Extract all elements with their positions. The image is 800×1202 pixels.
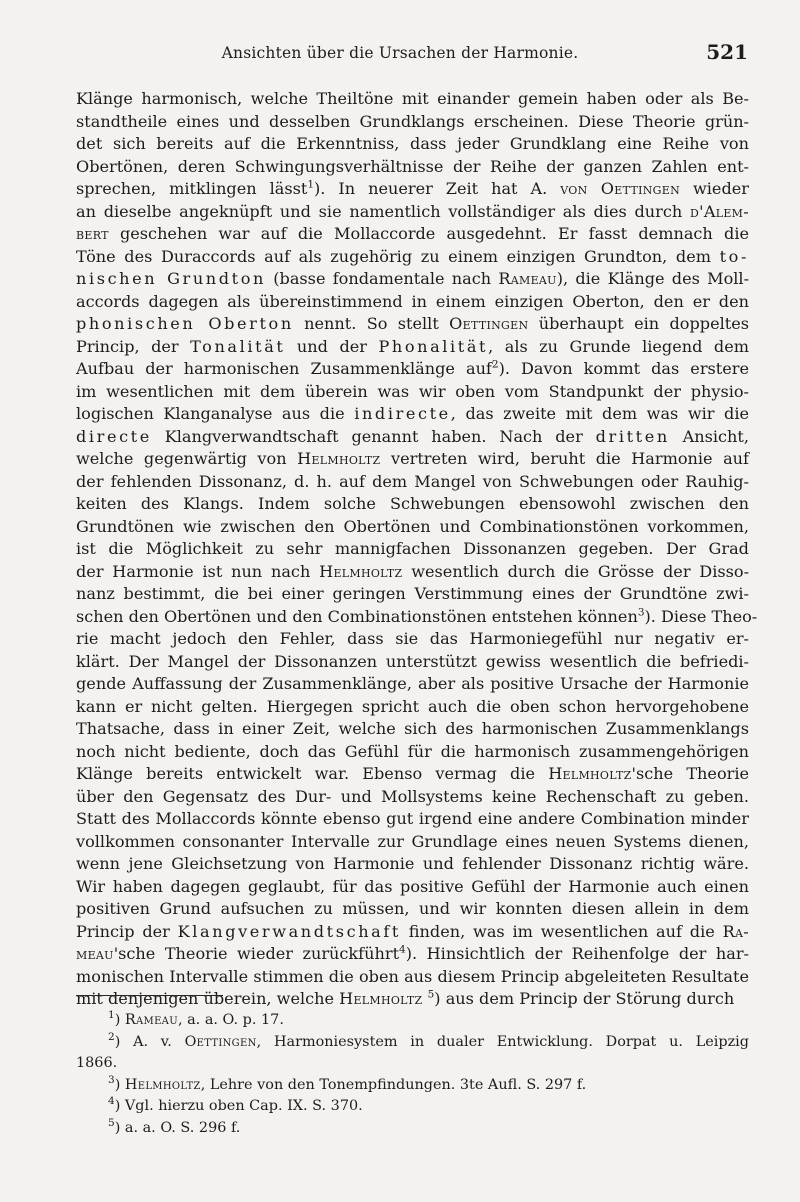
text-line (76, 223, 749, 246)
text-run: 'sche Theorie (631, 764, 749, 783)
text-run: indirecte (354, 404, 451, 423)
text-run: Helmholtz (339, 989, 423, 1008)
text-run: nennt. So stellt (293, 314, 450, 333)
text-line (76, 538, 749, 561)
text-run: dritten (595, 426, 670, 446)
page-number: 521 (706, 40, 748, 64)
text-line (76, 831, 749, 854)
footnote-ref: 4 (399, 943, 406, 956)
text-run: Helmholtz (297, 449, 381, 468)
text-run: welche gegenwärtig von (76, 449, 298, 468)
text-run: standtheile eines und desselben Grundklangs erscheinen. Diese Theorie grün- (76, 111, 749, 131)
footnote-ref: 3 (637, 606, 645, 619)
text-line (76, 943, 749, 966)
footnote-ref: 5 (427, 988, 435, 1001)
footnotes (76, 1010, 749, 1139)
footnote-ref: 1 (108, 1009, 115, 1022)
text-line (76, 313, 749, 336)
text-run: Princip, der (76, 336, 191, 356)
text-run: ) Vgl. hierzu oben Cap. IX. S. 370. (114, 1098, 363, 1114)
text-run: Oettingen (449, 314, 529, 333)
text-line (76, 448, 749, 471)
footnote (76, 1010, 749, 1032)
text-line (76, 156, 749, 179)
text-line (76, 763, 749, 786)
footnote (76, 1032, 749, 1054)
text-run: Klänge harmonisch, welche Theiltöne mit einander gemein haben oder als Be- (76, 89, 749, 108)
text-run: Helmholtz (124, 1076, 201, 1093)
text-run: Oettingen (184, 1033, 257, 1050)
text-run: Phonalität (378, 336, 489, 356)
text-line (76, 358, 749, 381)
text-run: ). In neuerer Zeit hat A. (314, 179, 561, 198)
text-run: , als zu Grunde liegend dem (488, 336, 749, 356)
text-run: Helmholtz (548, 764, 632, 783)
text-run: Töne des Duraccords auf als zugehörig zu einem einzigen Grundton, dem (76, 246, 720, 266)
text-run: Ra- (722, 921, 749, 941)
text-line (76, 786, 749, 809)
footnote-ref: 5 (108, 1116, 115, 1129)
running-title: Ansichten über die Ursachen der Harmonie. (221, 44, 579, 62)
text-run: klärt. Der Mangel der Dissonanzen unterstützt gewiss wesentlich die befriedi- (76, 651, 749, 671)
footnote-ref: 1 (307, 178, 315, 191)
text-run: gende Auffassung der Zusammenklänge, aber als positive Ursache der Harmonie (76, 674, 749, 693)
text-run: , das zweite mit dem was wir die (450, 404, 749, 423)
text-run: Grundtönen wie zwischen den Obertönen und Combinationstönen vorkommen, (76, 516, 749, 536)
text-run: Aufbau der harmonischen Zusammenklänge auf (76, 359, 492, 378)
text-run: noch nicht bediente, doch das Gefühl für die harmonisch zusammengehörigen (76, 741, 749, 761)
text-line (76, 673, 749, 696)
text-run: der fehlenden Dissonanz, d. h. auf dem Mangel von Schwebungen oder Rauhig- (76, 471, 749, 491)
text-run: im wesentlichen mit dem überein was wir oben vom Standpunkt der physio- (76, 381, 749, 401)
text-line (76, 741, 749, 764)
text-run: Rameau (124, 1012, 178, 1028)
text-run: Tonalität (190, 336, 286, 356)
text-line (76, 583, 749, 606)
text-run: geschehen war auf die Mollaccorde ausgedehnt. Er fasst demnach die (108, 224, 749, 243)
text-line (76, 111, 749, 134)
text-run: Statt des Mollaccords könnte ebenso gut irgend eine andere Combination minder (76, 809, 749, 828)
text-line (76, 403, 749, 426)
text-line (76, 921, 749, 944)
text-line (76, 966, 749, 989)
text-line (76, 133, 749, 156)
text-run: Klänge bereits entwickelt war. Ebenso vermag die (76, 764, 549, 783)
text-run: Klangverwandtschaft (177, 921, 401, 941)
text-run: überhaupt ein doppeltes (528, 314, 749, 333)
text-run: Thatsache, dass in einer Zeit, welche sich des harmonischen Zusammenklangs (76, 719, 749, 738)
text-run: wieder (680, 179, 749, 198)
footnote (76, 1053, 749, 1075)
text-line (76, 561, 749, 584)
text-run: Klangverwandtschaft genannt haben. Nach der (151, 426, 596, 446)
text-run: finden, was im wesentlichen auf die (400, 921, 723, 941)
text-line (76, 876, 749, 899)
text-run: det sich bereits auf die Erkenntniss, dass jeder Grundklang eine Reihe von (76, 134, 749, 153)
footnote (76, 1096, 749, 1118)
footnote-ref: 3 (108, 1073, 115, 1086)
text-run: über den Gegensatz des Dur- und Mollsystems keine Rechenschaft zu geben. (76, 786, 749, 806)
text-run: positiven Grund aufsuchen zu müssen, und wir konnten diesen allein in dem (76, 899, 749, 918)
text-run: ) aus dem Princip der Störung durch (434, 989, 735, 1008)
text-run: to- (719, 246, 749, 266)
text-run: von Oettingen (560, 179, 681, 198)
text-run: ). Davon kommt das erstere (498, 359, 749, 378)
text-line (76, 471, 749, 494)
text-run: ) A. v. (114, 1033, 185, 1050)
text-run: Wir haben dagegen geglaubt, für das positive Gefühl der Harmonie auch einen (76, 876, 749, 896)
text-line (76, 988, 749, 1011)
text-line (76, 606, 758, 629)
footnote-rule (76, 995, 223, 996)
text-run: wesentlich durch die Grösse der Disso- (402, 561, 750, 581)
text-line (76, 201, 749, 224)
footnote-ref: 2 (108, 1030, 115, 1043)
text-run: ). Hinsichtlich der Reihenfolge der har- (405, 944, 749, 963)
text-line (76, 381, 749, 404)
text-run: ist die Möglichkeit zu sehr mannigfachen Dissonanzen gegeben. Der Grad (76, 539, 749, 558)
text-run: ). Diese Theo- (644, 606, 758, 626)
text-run: ) (114, 1076, 125, 1093)
text-run: accords dagegen als übereinstimmend in einem einzigen Oberton, den er den (76, 291, 749, 311)
footnote-ref: 4 (108, 1095, 115, 1108)
text-run: directe (76, 426, 152, 446)
text-run: vollkommen consonanter Intervalle zur Grundlage eines neuen Systems dienen, (76, 831, 749, 851)
text-line (76, 651, 749, 674)
text-line (76, 898, 749, 921)
text-line (76, 336, 749, 359)
text-run: , Lehre von den Tonempfindungen. 3te Aufl. S. 297 f. (200, 1076, 587, 1093)
text-run: an dieselbe angeknüpft und sie namentlich vollständiger als dies durch (76, 201, 690, 221)
text-run: 'sche Theorie wieder zurückführt (113, 944, 400, 963)
running-header (0, 38, 800, 72)
text-run: (basse fondamentale nach (266, 269, 499, 288)
text-line (76, 718, 749, 741)
footnote-ref: 2 (491, 358, 499, 371)
text-run: logischen Klanganalyse aus die (76, 404, 355, 423)
text-run: nischen Grundton (76, 269, 266, 288)
text-run: ) (114, 1012, 125, 1028)
text-line (76, 268, 749, 291)
text-line (76, 88, 749, 111)
text-run: ) a. a. O. S. 296 f. (114, 1119, 241, 1136)
footnote (76, 1118, 749, 1140)
text-run: phonischen Oberton (76, 314, 294, 333)
text-line (76, 516, 749, 539)
text-run: 1866. (76, 1055, 118, 1071)
text-line (76, 628, 749, 651)
text-run: monischen Intervalle stimmen die oben aus diesem Princip abgeleiteten Resultate (76, 966, 749, 986)
text-run: , a. a. O. p. 17. (177, 1012, 284, 1028)
text-run: ), die Klänge des Moll- (556, 269, 750, 288)
text-run: kann er nicht gelten. Hiergegen spricht auch die oben schon hervorgehobene (76, 696, 749, 716)
text-run: schen den Obertönen und den Combinationstönen entstehen können (76, 606, 638, 626)
text-run: sprechen, mitklingen lässt (76, 179, 308, 198)
text-run: Ansicht, (669, 426, 749, 446)
text-line (76, 178, 749, 201)
text-line (76, 853, 749, 876)
text-run: bert (76, 224, 109, 243)
text-run: Rameau (498, 269, 557, 288)
text-line (76, 696, 749, 719)
text-line (76, 426, 749, 449)
body-text (76, 88, 758, 1011)
text-run: nanz bestimmt, die bei einer geringen Verstimmung eines der Grundtöne zwi- (76, 584, 749, 603)
text-line (76, 246, 749, 269)
text-line (76, 291, 749, 314)
text-run: rie macht jedoch den Fehler, dass sie das Harmoniegefühl nur negativ er- (76, 629, 749, 648)
text-line (76, 808, 749, 831)
text-run: keiten des Klangs. Indem solche Schwebungen ebensowohl zwischen den (76, 494, 749, 513)
text-run: der Harmonie ist nun nach (76, 561, 320, 581)
text-run: wenn jene Gleichsetzung von Harmonie und fehlender Dissonanz richtig wäre. (76, 854, 749, 873)
text-run: Obertönen, deren Schwingungsverhältnisse der Reihe der ganzen Zahlen ent- (76, 156, 749, 176)
text-run: Princip der (76, 921, 178, 941)
text-line (76, 493, 749, 516)
text-run: und der (285, 336, 379, 356)
footnote (76, 1075, 749, 1097)
text-run: d'Alem- (689, 201, 749, 221)
text-run: mit denjenigen überein, welche (76, 989, 340, 1008)
text-run: Helmholtz (319, 561, 403, 581)
text-run: meau (76, 944, 114, 963)
text-run: , Harmoniesystem in dualer Entwicklung. Dorpat u. Leipzig (256, 1033, 749, 1050)
text-run: vertreten wird, beruht die Harmonie auf (380, 449, 750, 468)
